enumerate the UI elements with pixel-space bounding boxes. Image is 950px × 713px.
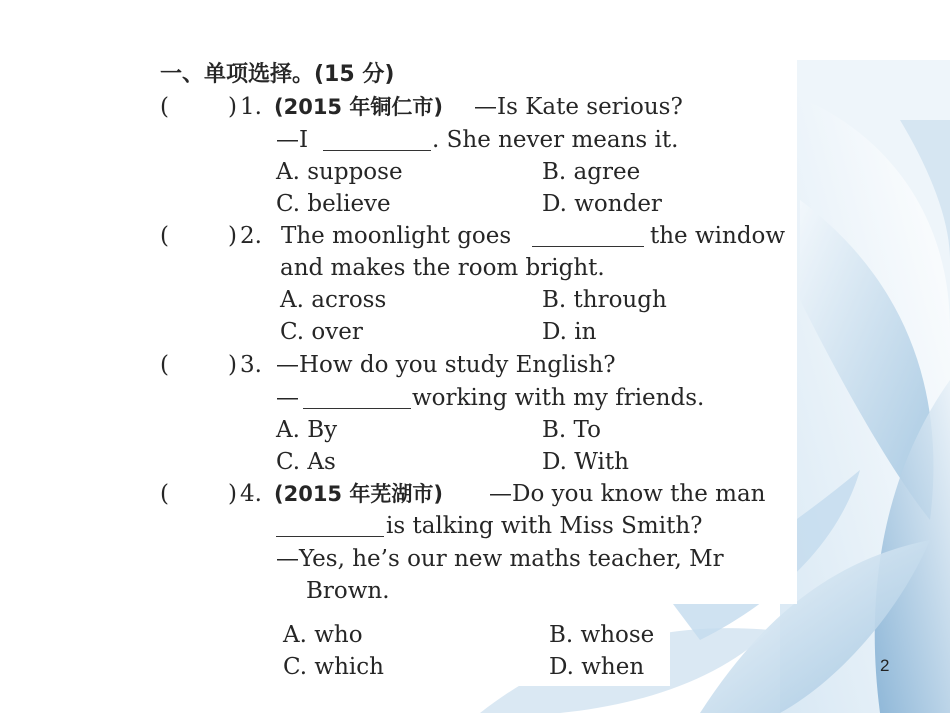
q1-blank xyxy=(323,128,431,151)
q3-option-c: C. As xyxy=(276,449,336,475)
q3-option-d: D. With xyxy=(542,449,629,475)
q1-option-b: B. agree xyxy=(542,159,641,185)
q3-answer-paren-close: ) xyxy=(228,352,237,378)
q4-blank xyxy=(276,514,384,537)
q1-line2-prefix: —I xyxy=(276,127,309,153)
q3-option-a: A. By xyxy=(276,417,338,443)
q1-option-c: C. believe xyxy=(276,191,391,217)
q4-answer-paren-close: ) xyxy=(228,481,237,507)
q4-line3: —Yes, he’s our new maths teacher, Mr xyxy=(276,546,724,572)
q3-line1: —How do you study English? xyxy=(276,352,616,378)
q1-option-a: A. suppose xyxy=(276,159,403,185)
q4-option-d: D. when xyxy=(549,654,645,680)
q3-line2-suffix: working with my friends. xyxy=(412,385,705,411)
q1-answer-paren-open: ( xyxy=(160,94,169,120)
q3-answer-paren-open: ( xyxy=(160,352,169,378)
q1-line1: —Is Kate serious? xyxy=(474,94,683,120)
q2-blank xyxy=(532,224,644,247)
q1-number: 1. xyxy=(240,94,262,120)
q3-blank xyxy=(303,386,411,409)
q4-line1: —Do you know the man xyxy=(489,481,766,507)
q3-number: 3. xyxy=(240,352,262,378)
q2-line2: and makes the room bright. xyxy=(280,255,605,281)
q1-line2-suffix: . She never means it. xyxy=(432,127,679,153)
q2-answer-paren-open: ( xyxy=(160,223,169,249)
q4-option-c: C. which xyxy=(283,654,384,680)
q4-line4: Brown. xyxy=(306,578,390,604)
page-number: 2 xyxy=(880,656,890,675)
q2-number: 2. xyxy=(240,223,262,249)
q4-answer-paren-open: ( xyxy=(160,481,169,507)
q4-option-b: B. whose xyxy=(549,622,655,648)
q1-source: (2015 年铜仁市) xyxy=(274,95,443,119)
q2-option-a: A. across xyxy=(280,287,387,313)
q2-option-c: C. over xyxy=(280,319,363,345)
section-title: 一、单项选择。(15 分) xyxy=(160,62,395,87)
q4-option-a: A. who xyxy=(283,622,363,648)
q1-option-d: D. wonder xyxy=(542,191,662,217)
q2-answer-paren-close: ) xyxy=(228,223,237,249)
q1-answer-paren-close: ) xyxy=(228,94,237,120)
q4-number: 4. xyxy=(240,481,262,507)
q4-line2-suffix: is talking with Miss Smith? xyxy=(386,513,703,539)
q2-line1-suffix: the window xyxy=(650,223,786,249)
q4-source: (2015 年芜湖市) xyxy=(274,482,443,506)
q3-line2-prefix: — xyxy=(276,385,299,411)
q2-option-b: B. through xyxy=(542,287,667,313)
q2-option-d: D. in xyxy=(542,319,597,345)
q2-line1: The moonlight goes xyxy=(281,223,512,249)
q3-option-b: B. To xyxy=(542,417,601,443)
